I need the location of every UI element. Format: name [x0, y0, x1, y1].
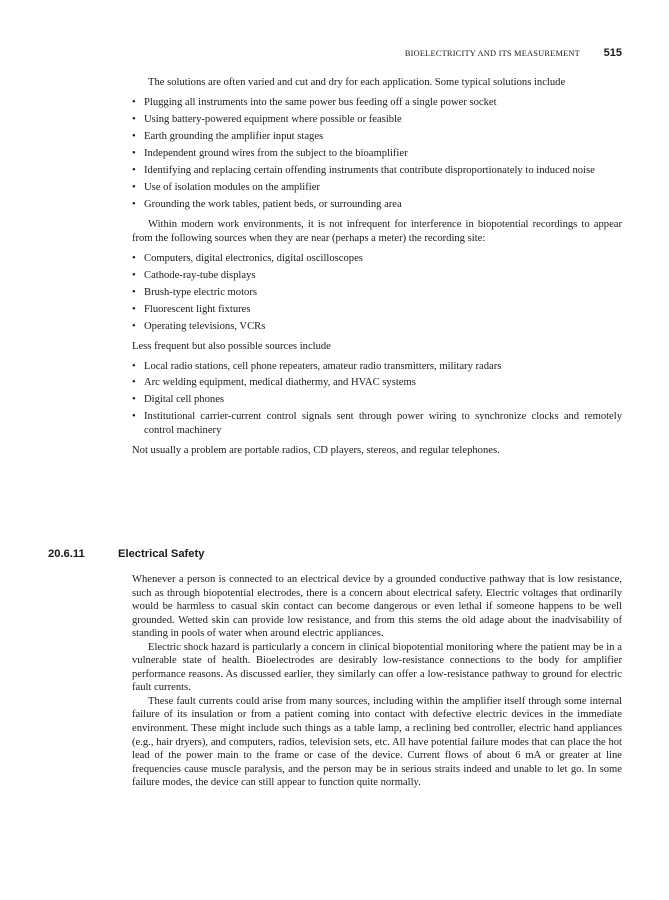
section-paragraph: Electric shock hazard is particularly a concern in clinical biopotential monitoring where the patient may be in a vulnerable state of health. Bioelectrodes are desirably low-resistance connections to the body for amplifier performance reasons. As discussed earlier, they similarly can offer a low-resistance pathway to ground for electric fault currents. [132, 641, 622, 694]
less-frequent-intro: Less frequent but also possible sources include [132, 340, 331, 352]
list-item: • Operating televisions, VCRs [132, 320, 266, 332]
bullet-icon: • [132, 252, 136, 264]
section-heading [48, 548, 204, 560]
bullet-icon: • [132, 113, 136, 125]
bullet-icon: • [132, 164, 136, 176]
bullet-icon: • [132, 181, 136, 193]
page-body [132, 76, 622, 458]
list-item: • Plugging all instruments into the same power bus feeding off a single power socket [132, 96, 497, 108]
list-item: • Independent ground wires from the subject to the bioamplifier [132, 147, 408, 159]
bullet-icon: • [132, 377, 136, 389]
bullet-icon: • [132, 269, 136, 281]
bullet-icon: • [132, 147, 136, 159]
running-head: BIOELECTRICITY AND ITS MEASUREMENT [404, 49, 580, 58]
list-item: • Earth grounding the amplifier input stages [132, 130, 324, 142]
bullet-icon: • [132, 303, 136, 315]
list-item: • Grounding the work tables, patient beds, or surrounding area [132, 198, 402, 210]
bullet-icon: • [132, 320, 136, 332]
section-paragraph: Whenever a person is connected to an electrical device by a grounded conductive pathway that is low resistance, such as through biopotential electrodes, there is a concern about electrical safety. Electric voltages that ordinarily would be harmless to casual skin contact can become dangerous or even lethal if someone happens to be well grounded. Wetted skin can provide low resistance, and from this stems the old adage about the inadvisability of standing in pools of water when around electric appliances. [132, 574, 622, 640]
page-header [132, 48, 622, 62]
sources-list [132, 252, 622, 334]
bullet-icon: • [132, 394, 136, 406]
closing-paragraph: Not usually a problem are portable radios, CD players, stereos, and regular telephones. [132, 445, 500, 457]
section-paragraph: These fault currents could arise from many sources, including within the amplifier itself through some internal failure of its insulation or from a patient coming into contact with defective electric devices in the immediate environment. These might include such things as a table lamp, a reclining bed controller, electric hand appliances (e.g., hair dryers), and computers, radios, television sets, etc. All have potential failure modes that can place the hot lead of the power main to the frame or case of the device. Current flows of about 6 mA or greater at line frequencies cause muscle paralysis, and the person may be in serious straits indeed and unable to let go. In some failure modes, the device can still appear to function quite normally. [132, 695, 622, 789]
bullet-icon: • [132, 96, 136, 108]
less-frequent-list [132, 360, 622, 439]
list-item: • Digital cell phones [132, 394, 225, 406]
bullet-icon: • [132, 198, 136, 210]
section-number: 20.6.11 [48, 548, 85, 560]
section-title: Electrical Safety [118, 548, 205, 560]
bullet-icon: • [132, 411, 136, 423]
interference-intro: Within modern work environments, it is not infrequent for interference in biopotential recordings to appear from the following sources when they are near (perhaps a meter) the recording site: [132, 218, 622, 244]
list-item: • Use of isolation modules on the amplifier [132, 181, 320, 193]
list-item: • Identifying and replacing certain offending instruments that contribute disproportionately to induced noise [132, 164, 595, 176]
list-item: • Local radio stations, cell phone repeaters, amateur radio transmitters, military radars [132, 360, 502, 372]
solutions-intro: The solutions are often varied and cut and dry for each application. Some typical solutions include [148, 77, 566, 88]
list-item: • Computers, digital electronics, digital oscilloscopes [132, 252, 363, 264]
section-body [132, 573, 622, 790]
bullet-icon: • [132, 130, 136, 142]
bullet-icon: • [132, 360, 136, 372]
page-number: 515 [603, 47, 622, 59]
bullet-icon: • [132, 286, 136, 298]
list-item: • Fluorescent light fixtures [132, 303, 251, 315]
solutions-list [132, 96, 622, 212]
list-item: • Brush-type electric motors [132, 286, 257, 298]
list-item: • Using battery-powered equipment where possible or feasible [132, 113, 402, 125]
list-item: • Institutional carrier-current control signals sent through power wiring to synchronize clocks and remotely control machinery [132, 411, 622, 437]
list-item: • Arc welding equipment, medical diathermy, and HVAC systems [132, 377, 416, 389]
list-item: • Cathode-ray-tube displays [132, 269, 256, 281]
